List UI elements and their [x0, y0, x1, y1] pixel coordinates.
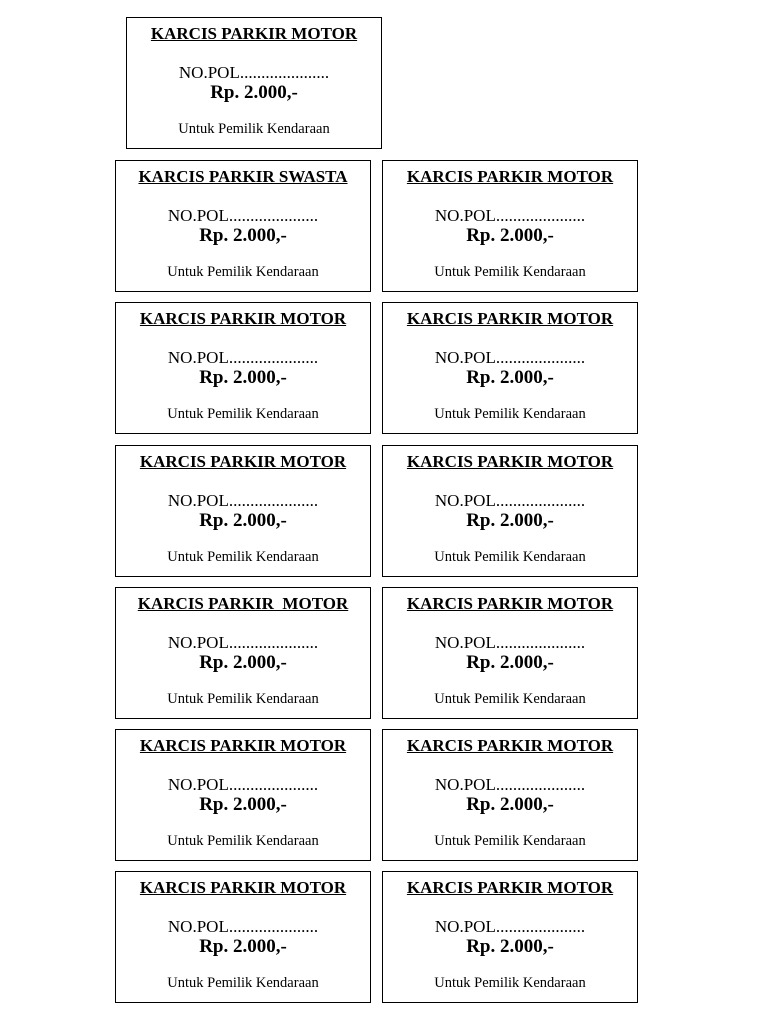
ticket-title: KARCIS PARKIR MOTOR	[139, 309, 347, 328]
parking-ticket	[382, 587, 638, 719]
ticket-owner-note: Untuk Pemilik Kendaraan	[167, 549, 319, 565]
parking-ticket	[115, 729, 371, 861]
ticket-price: Rp. 2.000,-	[199, 936, 287, 957]
license-plate-field: NO.POL.....................	[434, 491, 586, 510]
ticket-owner-note: Untuk Pemilik Kendaraan	[167, 406, 319, 422]
ticket-owner-note: Untuk Pemilik Kendaraan	[167, 691, 319, 707]
parking-ticket	[115, 445, 371, 577]
ticket-owner-note: Untuk Pemilik Kendaraan	[167, 264, 319, 280]
ticket-price: Rp. 2.000,-	[199, 225, 287, 246]
ticket-price: Rp. 2.000,-	[199, 510, 287, 531]
ticket-title: KARCIS PARKIR MOTOR	[406, 452, 614, 471]
license-plate-field: NO.POL.....................	[434, 206, 586, 225]
ticket-title: KARCIS PARKIR MOTOR	[139, 736, 347, 755]
license-plate-field: NO.POL.....................	[434, 633, 586, 652]
parking-ticket	[382, 445, 638, 577]
license-plate-field: NO.POL.....................	[178, 63, 330, 82]
license-plate-field: NO.POL.....................	[167, 206, 319, 225]
ticket-price: Rp. 2.000,-	[199, 652, 287, 673]
ticket-title: KARCIS PARKIR MOTOR	[139, 878, 347, 897]
license-plate-field: NO.POL.....................	[167, 348, 319, 367]
ticket-owner-note: Untuk Pemilik Kendaraan	[434, 975, 586, 991]
ticket-price: Rp. 2.000,-	[466, 794, 554, 815]
ticket-title: KARCIS PARKIR MOTOR	[150, 24, 358, 43]
ticket-owner-note: Untuk Pemilik Kendaraan	[167, 833, 319, 849]
parking-ticket	[382, 160, 638, 292]
parking-ticket	[115, 160, 371, 292]
ticket-title: KARCIS PARKIR MOTOR	[406, 736, 614, 755]
ticket-owner-note: Untuk Pemilik Kendaraan	[434, 691, 586, 707]
ticket-title: KARCIS PARKIR MOTOR	[139, 452, 347, 471]
ticket-price: Rp. 2.000,-	[466, 510, 554, 531]
ticket-owner-note: Untuk Pemilik Kendaraan	[167, 975, 319, 991]
parking-ticket	[115, 302, 371, 434]
ticket-title: KARCIS PARKIR MOTOR	[137, 594, 349, 613]
ticket-price: Rp. 2.000,-	[466, 652, 554, 673]
license-plate-field: NO.POL.....................	[167, 917, 319, 936]
license-plate-field: NO.POL.....................	[167, 775, 319, 794]
ticket-price: Rp. 2.000,-	[466, 936, 554, 957]
license-plate-field: NO.POL.....................	[167, 491, 319, 510]
ticket-owner-note: Untuk Pemilik Kendaraan	[434, 264, 586, 280]
parking-ticket	[115, 871, 371, 1003]
ticket-price: Rp. 2.000,-	[199, 367, 287, 388]
parking-ticket	[115, 587, 371, 719]
ticket-price: Rp. 2.000,-	[199, 794, 287, 815]
ticket-owner-note: Untuk Pemilik Kendaraan	[434, 549, 586, 565]
ticket-owner-note: Untuk Pemilik Kendaraan	[434, 406, 586, 422]
parking-ticket	[382, 871, 638, 1003]
ticket-title: KARCIS PARKIR MOTOR	[406, 167, 614, 186]
ticket-owner-note: Untuk Pemilik Kendaraan	[178, 121, 330, 137]
ticket-title: KARCIS PARKIR MOTOR	[406, 878, 614, 897]
license-plate-field: NO.POL.....................	[434, 348, 586, 367]
ticket-title: KARCIS PARKIR MOTOR	[406, 594, 614, 613]
ticket-title: KARCIS PARKIR MOTOR	[406, 309, 614, 328]
license-plate-field: NO.POL.....................	[434, 775, 586, 794]
license-plate-field: NO.POL.....................	[167, 633, 319, 652]
parking-ticket	[382, 302, 638, 434]
ticket-title: KARCIS PARKIR SWASTA	[138, 167, 348, 186]
ticket-price: Rp. 2.000,-	[466, 367, 554, 388]
ticket-owner-note: Untuk Pemilik Kendaraan	[434, 833, 586, 849]
ticket-price: Rp. 2.000,-	[210, 82, 298, 103]
parking-ticket	[382, 729, 638, 861]
license-plate-field: NO.POL.....................	[434, 917, 586, 936]
parking-ticket	[126, 17, 382, 149]
ticket-price: Rp. 2.000,-	[466, 225, 554, 246]
